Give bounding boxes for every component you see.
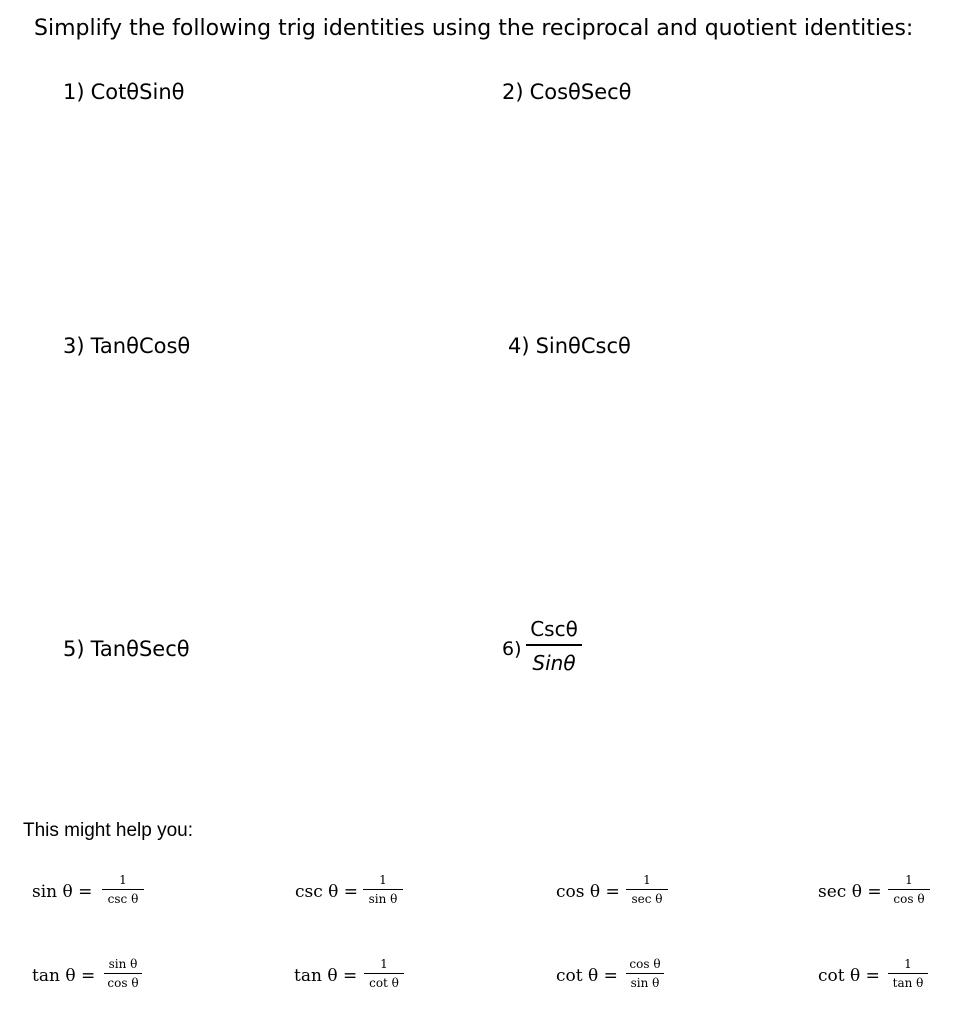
problem-expression: SinθCscθ [535,334,631,358]
worksheet-title: Simplify the following trig identities using the reciprocal and quotient identities: [34,16,914,41]
identity-sec [818,871,938,915]
fraction-bar [526,644,582,646]
identity-denominator: tan θ [892,976,924,990]
problem-expression: CotθSinθ [90,80,185,104]
identity-cot-quotient [556,955,676,999]
identity-denominator: sin θ [630,976,660,990]
problem-expression: CosθSecθ [529,80,632,104]
identity-denominator: sin θ [368,892,398,906]
fraction [526,614,582,678]
problem-number: 4) [508,334,530,358]
identity-fraction [626,871,668,908]
identity-fraction [102,871,144,908]
problem-1 [63,78,184,106]
identity-denominator: csc θ [107,892,139,906]
identity-lhs: cot θ = [818,966,880,986]
identity-numerator: 1 [904,957,912,971]
fraction-numerator: Cscθ [530,617,578,641]
identity-denominator: cot θ [369,976,399,990]
identity-csc [295,871,415,915]
identity-lhs: tan θ = [32,966,96,986]
identity-sin [32,871,152,915]
problem-number: 6) [502,638,522,660]
identity-lhs: sin θ = [32,882,93,902]
identity-lhs: cot θ = [556,966,618,986]
identity-numerator: 1 [643,873,651,887]
identity-denominator: cos θ [893,892,925,906]
identity-cot-reciprocal [818,955,938,999]
identity-numerator: 1 [119,873,127,887]
problem-number: 1) [63,80,85,104]
identity-fraction [104,955,142,992]
identity-cos [556,871,676,915]
identity-numerator: sin θ [108,957,138,971]
problem-3 [63,332,190,360]
problem-number: 2) [502,80,524,104]
problem-expression: TanθSecθ [90,637,190,661]
identity-fraction [888,955,928,992]
fraction-denominator: Sinθ [532,651,576,675]
identity-fraction [363,871,403,908]
identity-numerator: 1 [379,873,387,887]
helper-heading: This might help you: [23,820,194,841]
identity-lhs: tan θ = [294,966,358,986]
identity-lhs: cos θ = [556,882,620,902]
problem-5 [63,635,190,663]
identity-fraction [888,871,930,908]
identity-tan-reciprocal [294,955,414,999]
problem-number: 3) [63,334,85,358]
identity-numerator: 1 [905,873,913,887]
problem-2 [502,78,632,106]
problem-4 [508,332,631,360]
identity-fraction [626,955,664,992]
identity-denominator: cos θ [107,976,139,990]
identity-lhs: csc θ = [295,882,359,902]
identity-denominator: sec θ [631,892,663,906]
identity-tan-quotient [32,955,152,999]
identity-numerator: 1 [380,957,388,971]
problem-expression: TanθCosθ [90,334,191,358]
problem-number: 5) [63,637,85,661]
identity-lhs: sec θ = [818,882,882,902]
identity-numerator: cos θ [629,957,661,971]
identity-fraction [364,955,404,992]
